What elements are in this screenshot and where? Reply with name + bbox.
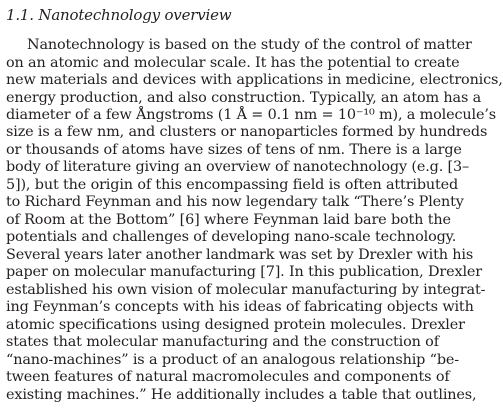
paragraph-line: on an atomic and molecular scale. It has the potential to create	[6, 55, 460, 71]
paragraph-line: Nanotechnology is based on the study of the control of matter	[27, 37, 472, 53]
paragraph-line: of Room at the Bottom” [6] where Feynman laid bare both the	[6, 212, 451, 228]
paragraph-line: or thousands of atoms have sizes of tens of nm. There is a large	[6, 142, 462, 158]
paragraph-line: diameter of a few Ångstroms (1 Å = 0.1 nm = 10⁻¹⁰ m), a molecule’s	[6, 107, 496, 123]
paragraph-line: 5]), but the origin of this encompassing field is often attributed	[6, 177, 459, 193]
section-heading: 1.1. Nanotechnology overview	[6, 6, 232, 24]
paragraph-line: ing Feynman’s concepts with his ideas of fabricating objects with	[6, 299, 474, 315]
paragraph-line: potentials and challenges of developing nano-scale technology.	[6, 229, 457, 245]
paragraph-line: to Richard Feynman and his now legendary talk “There’s Plenty	[6, 194, 464, 210]
paragraph-line: paper on molecular manufacturing [7]. In this publication, Drexler	[6, 264, 483, 280]
paragraph-line: tween features of natural macromolecules and components of	[6, 369, 450, 385]
paragraph-line: atomic specifications using designed protein molecules. Drexler	[6, 317, 465, 333]
paragraph-line: existing machines.” He additionally includes a table that outlines,	[6, 387, 477, 403]
paragraph-line: Several years later another landmark was set by Drexler with his	[6, 247, 474, 263]
paragraph-line: energy production, and also construction. Typically, an atom has a	[6, 90, 482, 106]
paragraph-line: body of literature giving an overview of nanotechnology (e.g. [3–	[6, 159, 470, 175]
paragraph-line: established his own vision of molecular manufacturing by integrat-	[6, 282, 486, 298]
paragraph-line: “nano-machines” is a product of an analogous relationship “be-	[6, 352, 459, 368]
paragraph-line: size is a few nm, and clusters or nanoparticles formed by hundreds	[6, 124, 488, 140]
paragraph-line: new materials and devices with applications in medicine, electronics,	[6, 72, 503, 88]
paragraph-line: states that molecular manufacturing and the construction of	[6, 334, 439, 350]
